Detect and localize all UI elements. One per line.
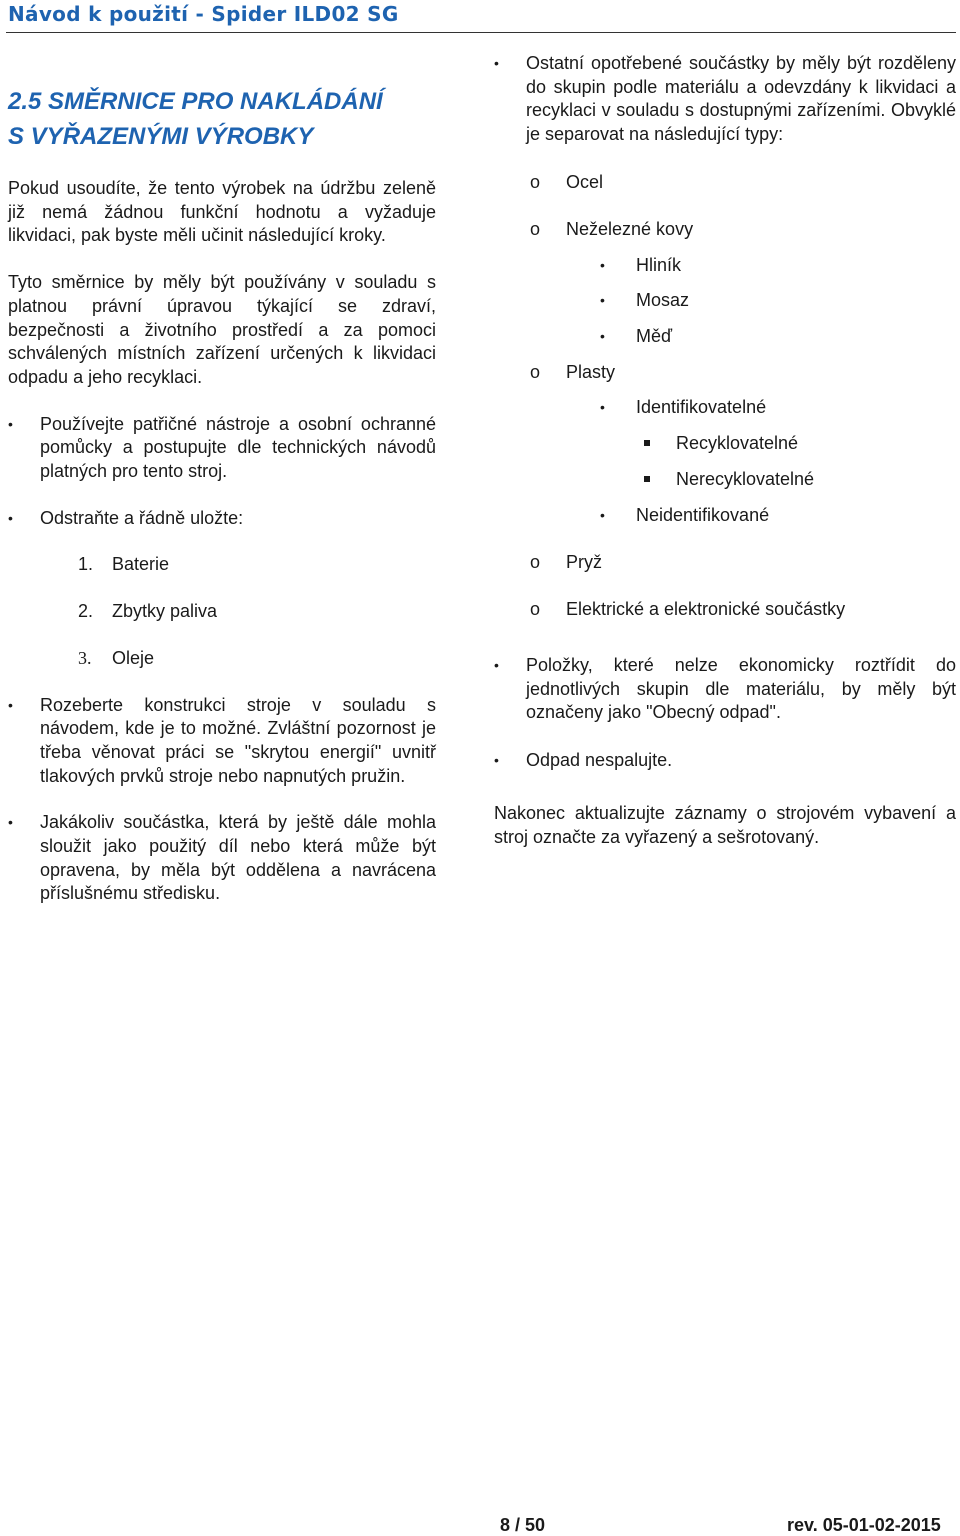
- bullet-reuse-text: Jakákoliv součástka, která by ještě dále mohla sloužit jako použitý díl nebo která může být opravena, by měla být oddělena a navrácena příslušnému středisku.: [40, 812, 436, 904]
- material-label: Nerecyklovatelné: [676, 468, 815, 489]
- bullet-icon: •: [600, 399, 605, 416]
- material-label: Recyklovatelné: [676, 433, 799, 454]
- bullet-tools: [8, 413, 436, 484]
- material-label: Plasty: [566, 361, 616, 382]
- bullet-icon: •: [494, 752, 499, 769]
- revision-label: rev. 05-01-02-2015: [787, 1515, 941, 1535]
- bullet-general-waste: [494, 654, 956, 725]
- material-steel: [494, 171, 956, 195]
- bullet-remove: [8, 507, 436, 531]
- material-aluminium: [494, 254, 956, 278]
- bullet-dismantle-text: Rozeberte konstrukci stroje v souladu s návodem, kde je to možné. Zvláštní pozornost je třeba věnovat práci se "skrytou energií" uvnitř tlakových prvků stroje nebo napnutých pružin.: [40, 694, 436, 786]
- material-label: Neželezné kovy: [566, 218, 694, 239]
- list-number: 1.: [78, 554, 94, 575]
- bullet-no-burn-text: Odpad nespalujte.: [526, 750, 673, 771]
- list-item-battery: [8, 553, 436, 577]
- document-title: Návod k použití - Spider ILD02 SG: [8, 2, 399, 26]
- bullet-icon: •: [600, 256, 605, 273]
- plastics-recyclable: [494, 432, 956, 456]
- material-label: Měď: [636, 326, 673, 346]
- list-item-oils: [8, 647, 436, 671]
- square-bullet-icon: [644, 440, 650, 446]
- material-electrical: [494, 598, 956, 622]
- material-brass: [494, 289, 956, 313]
- material-label: Neidentifikované: [636, 504, 770, 525]
- circle-bullet-icon: o: [530, 218, 541, 239]
- bullet-icon: •: [8, 509, 13, 526]
- bullet-icon: •: [8, 415, 13, 432]
- bullet-reuse: [8, 811, 436, 906]
- bullet-general-text: Položky, které nelze ekonomicky roztřídit do jednotlivých skupin dle materiálu, by měly být označeny jako "Obecný odpad".: [526, 655, 956, 723]
- material-label: Elektrické a elektronické součástky: [566, 599, 846, 620]
- bullet-other-text: Ostatní opotřebené součástky by měly být rozděleny do skupin podle materiálu a odevzdány k likvidaci a recyklaci v souladu s dostupnými zařízeními. Obvyklé je separovat na následující typy:: [526, 53, 956, 145]
- bullet-dismantle: [8, 694, 436, 789]
- plastics-nonrecyclable: [494, 468, 956, 492]
- guidelines-paragraph: Tyto směrnice by měly být používány v souladu s platnou právní úpravou týkající se zdraví, bezpečnosti a životního prostředí a za pomoci schválených místních zařízení určených k likvidaci odpadu a jeho recyklaci.: [8, 272, 436, 387]
- bullet-icon: •: [494, 657, 499, 673]
- plastics-unidentifiable: [494, 504, 956, 528]
- bullet-tools-text: Používejte patřičné nástroje a osobní ochranné pomůcky a postupujte dle technických návodů platných pro tento stroj.: [40, 413, 436, 482]
- list-number: 3.: [78, 647, 92, 668]
- material-plastics: [494, 361, 956, 385]
- list-item-label: Baterie: [112, 554, 170, 575]
- material-label: Ocel: [566, 171, 604, 192]
- bullet-icon: •: [600, 328, 605, 344]
- bullet-remove-text: Odstraňte a řádně uložte:: [40, 507, 244, 528]
- bullet-icon: •: [600, 292, 605, 309]
- bullet-no-burn: [494, 749, 956, 773]
- bullet-icon: •: [600, 506, 605, 523]
- circle-bullet-icon: o: [530, 361, 541, 382]
- square-bullet-icon: [644, 476, 650, 482]
- material-nonferrous: [494, 218, 956, 242]
- material-rubber: [494, 551, 956, 575]
- right-column: [494, 52, 956, 849]
- plastics-identifiable: [494, 396, 956, 420]
- circle-bullet-icon: o: [530, 551, 541, 572]
- left-column: [8, 84, 436, 906]
- material-label: Mosaz: [636, 290, 690, 311]
- list-item-fuel: [8, 600, 436, 624]
- page-header: [6, 0, 956, 33]
- section-heading: 2.5 SMĚRNICE PRO NAKLÁDÁNÍ S VYŘAZENÝMI VÝROBKY: [8, 88, 383, 150]
- final-paragraph: Nakonec aktualizujte záznamy o strojovém vybavení a stroj označte za vyřazený a sešrotovaný.: [494, 802, 956, 847]
- circle-bullet-icon: o: [530, 599, 541, 620]
- page-number: 8 / 50: [500, 1515, 546, 1535]
- bullet-icon: •: [494, 55, 499, 71]
- list-item-label: Zbytky paliva: [112, 601, 218, 622]
- list-number: 2.: [78, 601, 94, 622]
- material-label: Hliník: [636, 254, 682, 275]
- bullet-icon: •: [8, 814, 13, 831]
- bullet-icon: •: [8, 696, 13, 713]
- intro-paragraph: Pokud usoudíte, že tento výrobek na údržbu zeleně již nemá žádnou funkční hodnotu a vyžaduje likvidaci, pak byste měli učinit následující kroky.: [8, 178, 436, 246]
- bullet-other-parts: [494, 52, 956, 147]
- material-label: Identifikovatelné: [636, 397, 767, 418]
- circle-bullet-icon: o: [530, 171, 541, 192]
- material-copper: [494, 325, 956, 349]
- list-item-label: Oleje: [112, 647, 155, 668]
- material-label: Pryž: [566, 551, 602, 572]
